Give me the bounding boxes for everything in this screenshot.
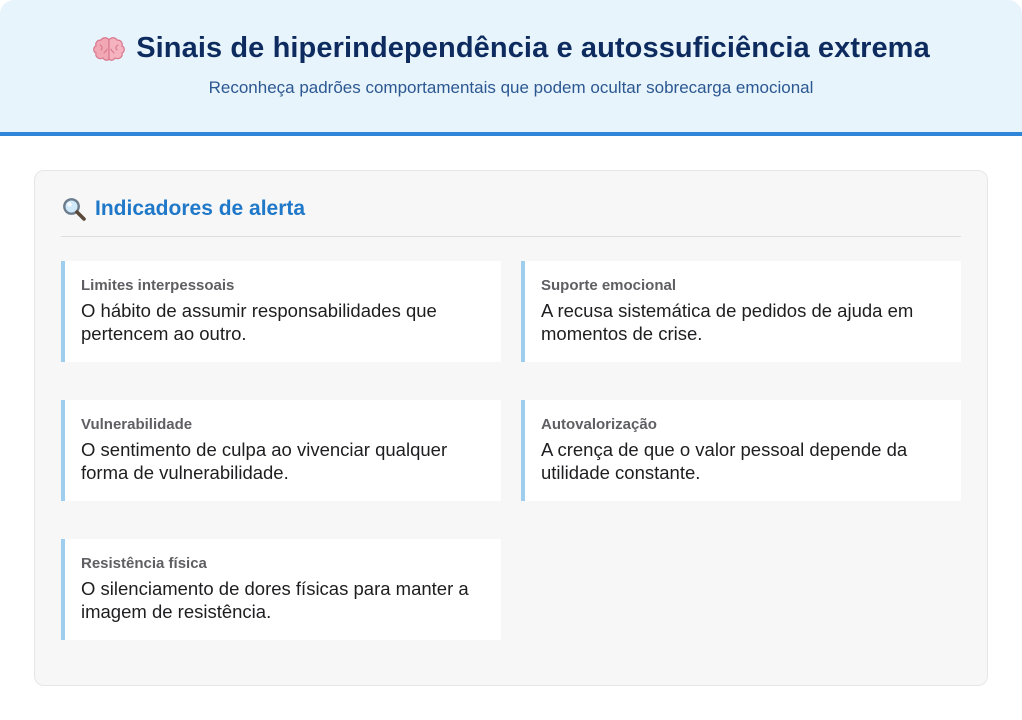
page-header	[0, 0, 1022, 136]
indicator-card	[521, 400, 961, 501]
indicator-card	[61, 261, 501, 362]
indicator-text: A crença de que o valor pessoal depende da utilidade constante.	[541, 439, 908, 483]
indicator-label: Vulnerabilidade	[81, 416, 193, 433]
page-subtitle: Reconheça padrões comportamentais que podem ocultar sobrecarga emocional	[208, 78, 814, 97]
indicator-grid	[61, 261, 961, 640]
page-title: Sinais de hiperindependência e autossuficiência extrema	[136, 32, 930, 64]
indicator-label: Limites interpessoais	[81, 277, 235, 294]
indicator-label: Suporte emocional	[541, 277, 677, 294]
panel-title: Indicadores de alerta	[95, 196, 306, 220]
indicator-card	[61, 400, 501, 501]
indicator-card	[61, 539, 501, 640]
indicator-card	[521, 261, 961, 362]
search-icon	[61, 196, 87, 222]
indicator-text: A recusa sistemática de pedidos de ajuda em momentos de crise.	[541, 300, 914, 344]
panel-header	[61, 171, 961, 237]
indicator-label: Autovalorização	[541, 416, 657, 433]
indicator-text: O silenciamento de dores físicas para manter a imagem de resistência.	[81, 578, 469, 622]
indicator-label: Resistência física	[81, 555, 207, 572]
indicator-text: O hábito de assumir responsabilidades que pertencem ao outro.	[81, 300, 437, 344]
title-row	[0, 32, 1022, 65]
brain-icon	[92, 35, 126, 63]
indicator-text: O sentimento de culpa ao vivenciar qualquer forma de vulnerabilidade.	[81, 439, 448, 483]
alert-indicators-panel	[34, 170, 988, 686]
